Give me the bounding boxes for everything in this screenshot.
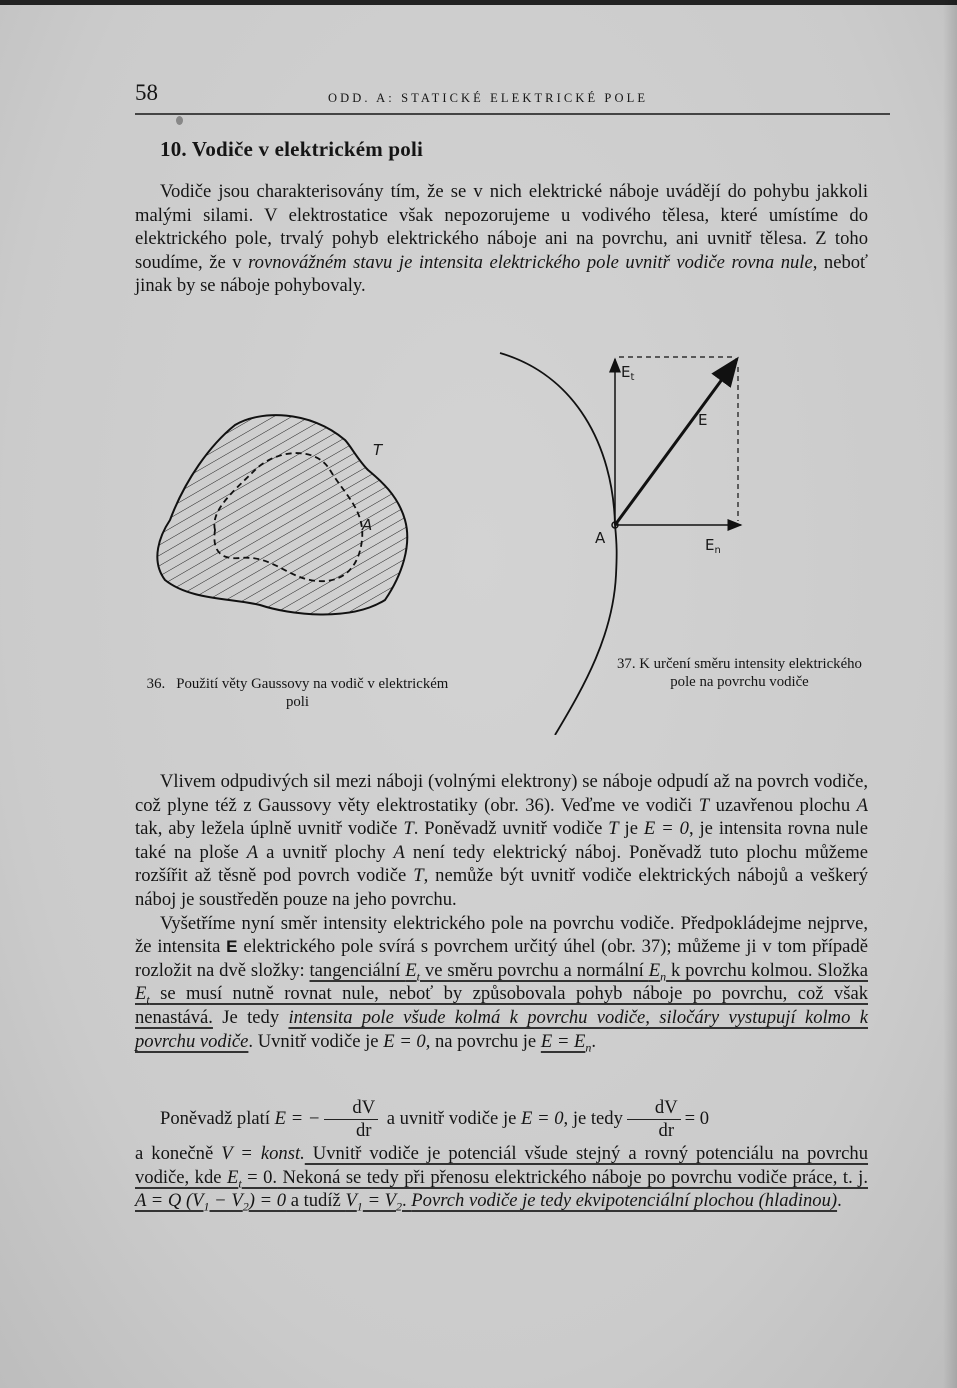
text: , na povrchu je xyxy=(425,1030,541,1052)
paragraph-gauss xyxy=(135,770,868,1053)
running-head: ODD. A: STATICKÉ ELEKTRICKÉ POLE xyxy=(328,91,649,105)
numerator: dV xyxy=(324,1097,378,1120)
page-number: 58 xyxy=(135,80,158,105)
text: V xyxy=(345,1190,357,1212)
text: . xyxy=(837,1190,842,1212)
text: − V xyxy=(209,1190,243,1212)
print-blemish xyxy=(176,116,183,125)
caption-text: Použití věty Gaussovy na vodič v elektrickém poli xyxy=(176,676,449,710)
subscript: t xyxy=(416,969,420,984)
paragraph-potential xyxy=(135,1097,868,1213)
text: = V xyxy=(362,1190,396,1212)
emphasis-text: intensita pole všude kolmá k povrchu vodiče, siločáry vystupují kolmo k povrchu vodiče xyxy=(135,1006,868,1052)
equation: = 0 xyxy=(684,1107,710,1129)
var-E: E xyxy=(405,959,417,981)
text: k povrchu kolmou. Složka xyxy=(666,959,869,981)
emphasis-text: Povrch vodiče je tedy ekvipotenciální plochou (hladinou) xyxy=(411,1190,838,1212)
subscript: t xyxy=(146,993,150,1008)
text: Vodiče jsou charakterisovány tím, že se v nich elektrické náboje uvádějí do pohybu jakkoli malými silami. V elektrostatice však nepozorujeme u vodivého tělesa, které umístíme do elektrického pole, trvalý pohyb elektrického náboje ani na povrchu, ani uvnitř tělesa. Z toho soudíme, že v xyxy=(135,181,868,273)
fraction-dV-dr xyxy=(324,1097,378,1142)
text: , je tedy xyxy=(563,1107,623,1129)
var-T: T xyxy=(698,794,710,816)
vector-E xyxy=(615,359,737,525)
label-A: A xyxy=(595,529,606,547)
var-T: T xyxy=(413,865,424,887)
var-A: A xyxy=(856,794,868,816)
text: není tedy elektrický náboj. Poněvadž tuto plochu můžeme rozšířit až těsně pod povrch vodiče xyxy=(135,841,869,887)
denominator: dr xyxy=(658,1120,675,1141)
label-En: $E_n$ xyxy=(705,536,721,556)
scan-top-edge xyxy=(0,0,957,5)
subscript: n xyxy=(660,969,667,984)
text: a tudíž xyxy=(286,1190,346,1212)
equation xyxy=(540,1030,592,1055)
figure-36-gauss-conductor xyxy=(140,400,410,625)
page-header xyxy=(135,80,890,114)
text: Je tedy xyxy=(212,1006,289,1028)
label-Et: $E_t$ xyxy=(621,363,635,383)
text: , neboť jinak by se náboje pohybovaly. xyxy=(135,251,868,297)
equation: E = 0 xyxy=(521,1107,564,1129)
caption-number: 36. xyxy=(146,676,166,692)
text: Uvnitř vodiče je potenciál všude stejný a rovný potenciálu na povrchu vodiče, kde xyxy=(135,1143,869,1188)
text: ) = 0 xyxy=(248,1190,287,1212)
figure-37-caption xyxy=(612,655,867,691)
text: Vlivem odpudivých sil mezi náboji (volnými elektrony) se náboje odpudí až na povrch vodiče, což plyne též z Gaussovy věty elektrostatiky (obr. 36). Veďme ve vodiči xyxy=(135,771,868,816)
text: Nekoná se tedy při přenosu elektrického náboje po povrchu vodiče práce, t. j. xyxy=(277,1166,868,1188)
caption-number: 37. xyxy=(617,656,636,672)
equation: V = konst. xyxy=(221,1143,305,1164)
text: tangenciální xyxy=(309,959,406,981)
caption-text: K určení směru intensity elektrického pole na povrchu vodiče xyxy=(639,656,862,690)
text: , je intensita rovna nule také na ploše xyxy=(135,818,869,863)
text: a konečně xyxy=(135,1143,222,1164)
var-E: E xyxy=(135,983,147,1005)
label-T: T xyxy=(373,441,383,459)
text: se musí nutně rovnat nule, neboť by způsobovala pohyb náboje po povrchu, což však nenastává. xyxy=(135,983,868,1028)
var-T: T xyxy=(403,818,414,840)
text: a uvnitř vodiče je xyxy=(382,1107,522,1129)
text: . Uvnitř vodiče je xyxy=(248,1030,384,1052)
text: = 0. xyxy=(241,1166,278,1188)
text: tak, aby ležela úplně uvnitř vodiče xyxy=(135,818,404,840)
text: . Poněvadž uvnitř vodiče xyxy=(413,818,609,840)
text: elektrického pole svírá s povrchem určitý úhel (obr. 37); můžeme ji v tom případě rozložit na dvě složky: xyxy=(135,936,868,981)
denominator: dr xyxy=(356,1120,372,1141)
text: E = E xyxy=(540,1030,586,1052)
label-E: E xyxy=(698,411,708,429)
text: a uvnitř plochy xyxy=(258,841,394,863)
equation: E = − xyxy=(274,1107,321,1129)
subscript: t xyxy=(238,1176,242,1191)
subscript: 2 xyxy=(396,1199,402,1214)
equation: E = 0 xyxy=(383,1030,426,1052)
text: . xyxy=(591,1030,597,1052)
subscript: 2 xyxy=(242,1199,249,1214)
work-equation xyxy=(135,1190,287,1214)
text: Vyšetříme nyní směr intensity elektrického pole na povrchu vodiče. Předpokládejme nejprve, že intensita xyxy=(135,912,868,958)
vector-E: E xyxy=(226,937,238,957)
var-A: A xyxy=(246,841,259,863)
equation xyxy=(345,1190,402,1214)
emphasis-text: rovnovážném stavu je intensita elektrického pole uvnitř vodiče rovna nule xyxy=(248,251,813,273)
var-A: A xyxy=(393,841,405,863)
var-T: T xyxy=(608,818,619,840)
text: ve směru povrchu a normální xyxy=(420,959,649,981)
subscript: n xyxy=(585,1040,592,1055)
figure-36-caption xyxy=(135,675,460,711)
subscript: 1 xyxy=(203,1199,210,1214)
numerator: dV xyxy=(627,1097,681,1120)
text: Poněvadž platí xyxy=(160,1107,275,1129)
subscript: 1 xyxy=(356,1199,363,1214)
header-rule xyxy=(135,113,890,115)
var-E: E xyxy=(227,1166,239,1188)
text: A = Q (V xyxy=(135,1190,204,1212)
equation: E = 0 xyxy=(643,818,689,840)
label-A: A xyxy=(362,516,373,534)
var-E: E xyxy=(648,959,661,981)
text: je xyxy=(618,818,644,840)
scan-right-shadow xyxy=(943,0,957,1388)
paragraph-intro xyxy=(135,180,868,298)
text: uzavřenou plochu xyxy=(709,794,857,816)
fraction-dV-dr xyxy=(627,1097,681,1142)
text: , nemůže být uvnitř vodiče elektrických nábojů a veškerý náboj je soustředěn pouze na jeho povrchu. xyxy=(135,865,868,910)
text: . xyxy=(402,1190,412,1212)
section-title: 10. Vodiče v elektrickém poli xyxy=(160,137,424,161)
